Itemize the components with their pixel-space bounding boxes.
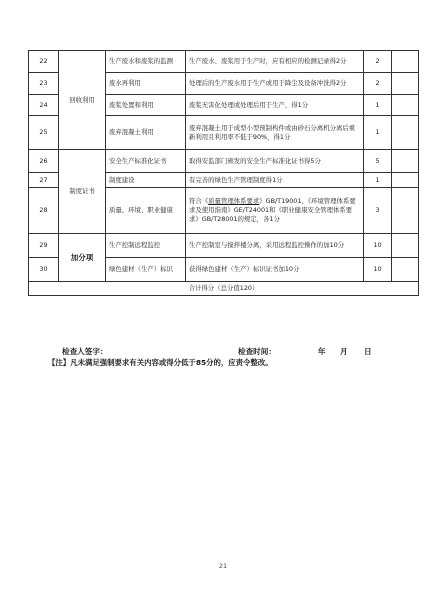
requirement-cell: 废弃混凝土用于成型小型预制构件或由砂石分离机分离后重新利用且利用率不低于90%，得1分 [186, 116, 364, 150]
score-cell: 3 [364, 188, 392, 234]
year-label: 年 [318, 347, 326, 356]
score-cell: 1 [364, 116, 392, 150]
category-cell: 制度证书 [59, 150, 106, 234]
row-number: 22 [29, 51, 59, 73]
inspector-signature-label: 检查人签字： [62, 347, 108, 356]
table-row [29, 150, 419, 173]
row-number: 29 [29, 234, 59, 258]
requirement-cell [186, 188, 364, 234]
underlined-standard-title: 质量管理体系要求 [208, 197, 260, 205]
item-cell: 绿色建材（生产）标识 [106, 258, 186, 282]
item-cell: 废弃混凝土利用 [106, 116, 186, 150]
blank-cell [392, 116, 419, 150]
item-cell: 生产控制远程监控 [106, 234, 186, 258]
blank-cell [392, 258, 419, 282]
blank-cell [392, 150, 419, 173]
table-row [29, 51, 419, 73]
requirement-text: 符合《 [189, 197, 209, 205]
row-number: 23 [29, 73, 59, 95]
score-cell: 1 [364, 95, 392, 116]
category-cell: 回收利用 [59, 51, 106, 150]
row-number: 27 [29, 173, 59, 188]
requirement-cell: 处理后的生产废水用于生产或用于降尘及设备冲洗得2分 [186, 73, 364, 95]
row-number: 28 [29, 188, 59, 234]
blank-cell [392, 234, 419, 258]
score-cell: 10 [364, 234, 392, 258]
item-cell: 质量、环境、职业健康 [106, 188, 186, 234]
day-label: 日 [364, 347, 372, 356]
scoring-table [28, 50, 419, 296]
requirement-cell: 有完善的绿色生产管理制度得1分 [186, 173, 364, 188]
blank-cell [392, 73, 419, 95]
item-cell: 安全生产标准化证书 [106, 150, 186, 173]
requirement-text: 》GB/T19001、《环境管理体系要求及使用指南》GE/T24001和《职业健康安全管理体系要求》GB/T28001的规定，各1分 [189, 197, 356, 223]
month-label: 月 [340, 347, 348, 356]
row-number: 24 [29, 95, 59, 116]
category-cell: 加分项 [59, 234, 106, 282]
blank-cell [392, 188, 419, 234]
score-cell: 2 [364, 51, 392, 73]
table-row [29, 234, 419, 258]
row-number: 26 [29, 150, 59, 173]
requirement-cell: 生产废水、废浆用于生产时，应有相应的检测记录得2分 [186, 51, 364, 73]
score-cell: 1 [364, 173, 392, 188]
blank-cell [392, 173, 419, 188]
requirement-cell: 获得绿色建材（生产）标识证书加10分 [186, 258, 364, 282]
requirement-cell: 取得安监部门颁发的安全生产标准化证书得5分 [186, 150, 364, 173]
score-cell: 10 [364, 258, 392, 282]
item-cell: 制度建设 [106, 173, 186, 188]
item-cell: 生产废水和废浆的监测 [106, 51, 186, 73]
score-cell: 5 [364, 150, 392, 173]
requirement-cell: 废浆无害化处理或处理后用于生产，得1分 [186, 95, 364, 116]
total-row [29, 282, 419, 296]
score-cell: 2 [364, 73, 392, 95]
footnote: 【注】凡未满足强制要求有关内容或得分低于85分的，应责令整改。 [48, 358, 273, 367]
item-cell: 废浆处置和利用 [106, 95, 186, 116]
page-number: 21 [218, 562, 228, 570]
inspection-time-label: 检查时间： [238, 347, 276, 356]
row-number: 25 [29, 116, 59, 150]
requirement-cell: 生产控制室与搅拌楼分离，采用远程监控操作的加10分 [186, 234, 364, 258]
blank-cell [392, 51, 419, 73]
item-cell: 废水再利用 [106, 73, 186, 95]
blank-cell [392, 95, 419, 116]
total-score-label: 合计得分（总分值120） [29, 282, 419, 296]
row-number: 30 [29, 258, 59, 282]
